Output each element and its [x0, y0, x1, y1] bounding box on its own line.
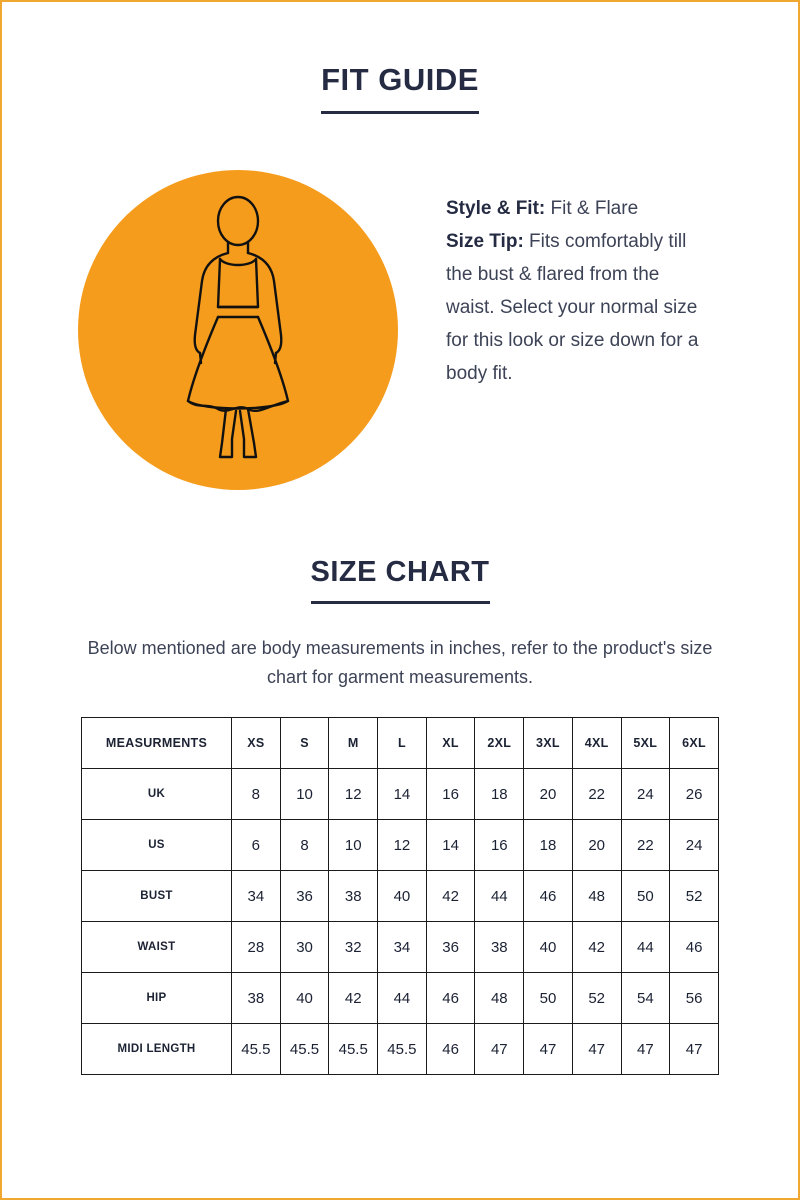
woman-in-fit-and-flare-dress-icon [148, 195, 328, 465]
table-cell: 34 [378, 922, 427, 973]
table-cell: 46 [670, 922, 719, 973]
table-column-header: XL [426, 718, 475, 769]
table-cell: 22 [621, 820, 670, 871]
table-body [82, 769, 719, 1075]
table-column-header: 4XL [572, 718, 621, 769]
table-row [82, 769, 719, 820]
table-cell: 34 [232, 871, 281, 922]
table-cell: 47 [572, 1024, 621, 1075]
size-table-wrap [81, 717, 719, 1075]
fit-guide-body [42, 170, 758, 490]
table-cell: 32 [329, 922, 378, 973]
table-row [82, 922, 719, 973]
table-cell: 44 [378, 973, 427, 1024]
table-cell: 45.5 [280, 1024, 329, 1075]
figure-illustration-circle [78, 170, 398, 490]
table-row-header: MIDI LENGTH [82, 1024, 232, 1075]
table-column-header: L [378, 718, 427, 769]
table-cell: 46 [524, 871, 573, 922]
style-fit-value: Fit & Flare [545, 198, 639, 219]
table-cell: 42 [572, 922, 621, 973]
table-cell: 47 [670, 1024, 719, 1075]
fit-description [446, 192, 708, 390]
table-cell: 45.5 [329, 1024, 378, 1075]
size-table [81, 717, 719, 1075]
table-row-header: WAIST [82, 922, 232, 973]
table-cell: 40 [378, 871, 427, 922]
table-cell: 45.5 [378, 1024, 427, 1075]
table-cell: 10 [280, 769, 329, 820]
table-cell: 50 [621, 871, 670, 922]
size-chart-note: Below mentioned are body measurements in inches, refer to the product's size chart for garment measurements. [87, 638, 713, 687]
table-cell: 12 [378, 820, 427, 871]
table-cell: 26 [670, 769, 719, 820]
table-cell: 6 [232, 820, 281, 871]
table-cell: 47 [475, 1024, 524, 1075]
table-row [82, 1024, 719, 1075]
table-cell: 47 [621, 1024, 670, 1075]
table-cell: 50 [524, 973, 573, 1024]
table-cell: 20 [572, 820, 621, 871]
page-title: FIT GUIDE [321, 62, 479, 114]
table-header-row [82, 718, 719, 769]
table-row-header: US [82, 820, 232, 871]
table-cell: 36 [280, 871, 329, 922]
table-column-header: 3XL [524, 718, 573, 769]
fit-guide-header [42, 2, 758, 114]
table-cell: 47 [524, 1024, 573, 1075]
table-cell: 52 [572, 973, 621, 1024]
table-cell: 8 [280, 820, 329, 871]
table-cell: 16 [426, 769, 475, 820]
size-chart-title: SIZE CHART [311, 556, 490, 604]
table-cell: 56 [670, 973, 719, 1024]
table-cell: 48 [475, 973, 524, 1024]
table-cell: 10 [329, 820, 378, 871]
table-cell: 44 [621, 922, 670, 973]
table-cell: 14 [378, 769, 427, 820]
table-column-header: 6XL [670, 718, 719, 769]
table-cell: 14 [426, 820, 475, 871]
table-cell: 44 [475, 871, 524, 922]
size-tip-label: Size Tip: [446, 231, 524, 252]
table-cell: 36 [426, 922, 475, 973]
table-row-header: UK [82, 769, 232, 820]
table-cell: 20 [524, 769, 573, 820]
table-cell: 46 [426, 973, 475, 1024]
size-chart-header [42, 556, 758, 604]
table-cell: 18 [524, 820, 573, 871]
table-cell: 8 [232, 769, 281, 820]
table-cell: 38 [232, 973, 281, 1024]
table-cell: 24 [621, 769, 670, 820]
table-cell: 38 [475, 922, 524, 973]
table-cell: 46 [426, 1024, 475, 1075]
table-cell: 40 [280, 973, 329, 1024]
table-cell: 28 [232, 922, 281, 973]
table-column-header: M [329, 718, 378, 769]
table-cell: 52 [670, 871, 719, 922]
table-cell: 12 [329, 769, 378, 820]
table-cell: 24 [670, 820, 719, 871]
table-row-header: HIP [82, 973, 232, 1024]
table-cell: 30 [280, 922, 329, 973]
table-column-header: 5XL [621, 718, 670, 769]
table-cell: 42 [426, 871, 475, 922]
size-tip-value: Fits comfortably till the bust & flared from the waist. Select your normal size for this look or size down for a body fit. [446, 231, 699, 384]
table-cell: 16 [475, 820, 524, 871]
table-column-header: MEASURMENTS [82, 718, 232, 769]
table-cell: 22 [572, 769, 621, 820]
table-column-header: XS [232, 718, 281, 769]
table-row-header: BUST [82, 871, 232, 922]
table-row [82, 820, 719, 871]
style-fit-label: Style & Fit: [446, 198, 546, 219]
table-cell: 38 [329, 871, 378, 922]
table-cell: 42 [329, 973, 378, 1024]
table-column-header: S [280, 718, 329, 769]
table-row [82, 973, 719, 1024]
table-cell: 45.5 [232, 1024, 281, 1075]
table-row [82, 871, 719, 922]
table-cell: 18 [475, 769, 524, 820]
table-cell: 48 [572, 871, 621, 922]
table-cell: 54 [621, 973, 670, 1024]
table-cell: 40 [524, 922, 573, 973]
table-column-header: 2XL [475, 718, 524, 769]
